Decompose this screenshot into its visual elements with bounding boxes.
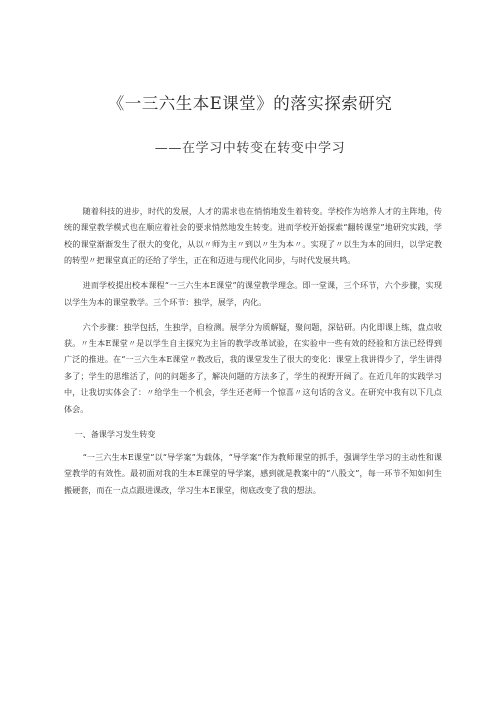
document-body: [64, 203, 442, 503]
document-title: 《一三六生本E课堂》的落实探索研究: [107, 94, 393, 113]
body-paragraph-concept: 进而学校提出校本课程“一三六生本E课堂”的课堂教学理念。即一堂课，三个环节，六个步骤，实现以学生为本的课堂教学。三个环节：独学，展学，内化。: [64, 280, 442, 307]
body-paragraph-lesson-plan: “一三六生本E课堂”以“导学案”为载体，“导学案”作为教师课堂的抓手，强调学生学习的主动性和课堂教学的有效性。最初面对我的生本E课堂的导学案，感到就是教案中的“八股文”，每一环节不知如何生搬硬套，而在一点点跟进课改，学习生本E课堂，彻底改变了我的想法。: [64, 452, 442, 495]
body-paragraph-six-steps: 六个步骤：独学包括，生独学，自检测。展学分为质解疑，聚问题，深钻研。内化即课上练，盘点收获。〃生本E课堂〃是以学生自主探究为主旨的教学改革试验，在实验中一些有效的经验和方法已经得到广泛的推进。在“一三六生本E课堂〃教改后，我的课堂发生了很大的变化：课堂上我讲得少了，学生讲得多了；学生的思维活了，问的问题多了，解决问题的方法多了，学生的视野开阔了。在近几年的实践学习中，让我切实体会了：〃给学生一个机会，学生还老师一个惊喜〃这句话的含义。在研究中我有以下几点体会。: [64, 321, 442, 414]
body-paragraph-intro: 随着科技的进步，时代的发展，人才的需求也在悄悄地发生着转变。学校作为培养人才的主阵地，传统的课堂教学模式也在顺应着社会的要求悄然地发生转变。进而学校开始探索“翻转课堂”地研究实践，学校的课堂渐渐发生了很大的变化，从以〃师为主〃到以〃生为本〃。实现了〃以生为本的回归，以学定教的转型〃把课堂真正的还给了学生，正在和迈进与现代化同步，与时代发展共鸣。: [64, 206, 442, 266]
document-subtitle: ——在学习中转变在转变中学习: [154, 141, 346, 156]
section-heading-1: 一、备课学习发生转变: [74, 428, 156, 439]
